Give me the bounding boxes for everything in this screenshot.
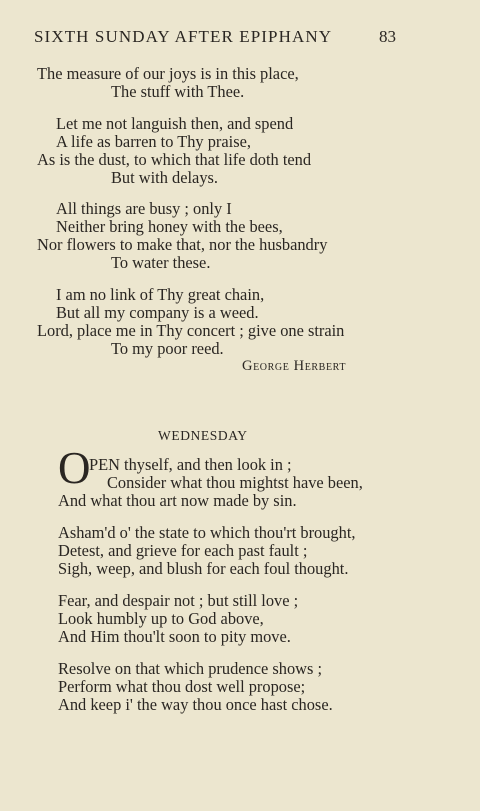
poem-line: Resolve on that which prudence shows ; <box>58 659 323 678</box>
poem-line: To water these. <box>111 253 211 272</box>
poem-line: Sigh, weep, and blush for each foul thought. <box>58 559 349 578</box>
poem-line: Nor flowers to make that, nor the husbandry <box>37 235 328 254</box>
poem-line: All things are busy ; only I <box>56 199 232 218</box>
section-title: WEDNESDAY <box>158 428 248 443</box>
poem-line: I am no link of Thy great chain, <box>56 285 265 304</box>
poem-line: Let me not languish then, and spend <box>56 114 294 133</box>
poem-line: And Him thou'lt soon to pity move. <box>58 627 291 646</box>
poem-line: The measure of our joys is in this place, <box>37 64 299 83</box>
poem-line: But with delays. <box>111 168 218 187</box>
poem-line: And what thou art now made by sin. <box>58 491 297 510</box>
poem-line: But all my company is a weed. <box>56 303 259 322</box>
poem-line: A life as barren to Thy praise, <box>56 132 251 151</box>
poem-line: PEN thyself, and then look in ; <box>89 455 292 474</box>
poem-line: Lord, place me in Thy concert ; give one strain <box>37 321 345 340</box>
poem-line: Asham'd o' the state to which thou'rt brought, <box>58 523 356 542</box>
poem-line: Neither bring honey with the bees, <box>56 217 283 236</box>
poem-line: To my poor reed. <box>111 339 224 358</box>
poem-line: Consider what thou mightst have been, <box>107 473 363 492</box>
poem-line: Perform what thou dost well propose; <box>58 677 306 696</box>
page-number: 83 <box>379 27 396 46</box>
poem-line: Look humbly up to God above, <box>58 609 264 628</box>
drop-cap: O <box>58 443 91 493</box>
author-attribution: George Herbert <box>242 358 347 374</box>
poem-line: Fear, and despair not ; but still love ; <box>58 591 299 610</box>
poem-line: The stuff with Thee. <box>111 82 245 101</box>
running-head: SIXTH SUNDAY AFTER EPIPHANY <box>34 27 333 46</box>
poem-line: Detest, and grieve for each past fault ; <box>58 541 308 560</box>
poem-line: And keep i' the way thou once hast chose. <box>58 695 333 714</box>
poem-line: As is the dust, to which that life doth tend <box>37 150 312 169</box>
